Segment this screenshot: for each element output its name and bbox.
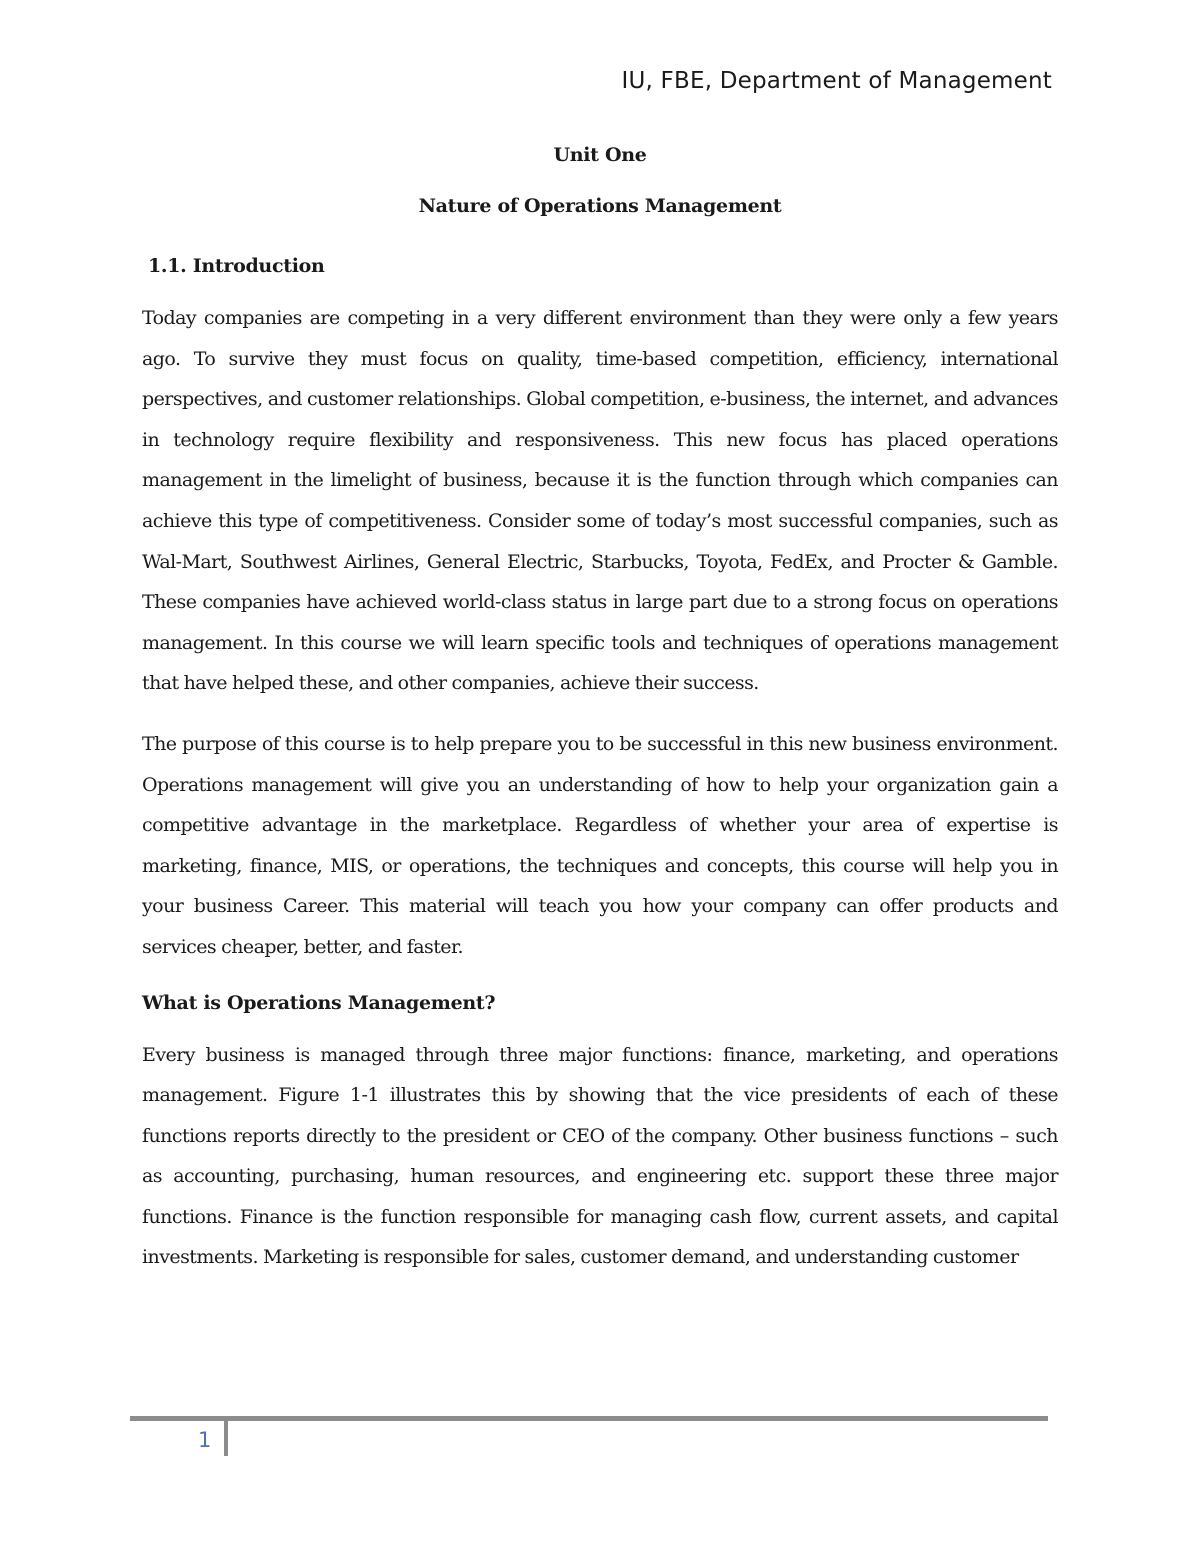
subheading-what-is-om: What is Operations Management? — [142, 991, 496, 1014]
paragraph-functions: Every business is managed through three major functions: finance, marketing, and operations management. Figure 1-1 illustrates this by showing that the vice presidents of each of these functions reports directly to the president or CEO of the company. Other business functions – such as accounting, purchasing, human resources, and engineering etc. support these three major functions. Finance is the function responsible for managing cash flow, current assets, and capital investments. Marketing is responsible for sales, customer demand, and understanding customer — [142, 1043, 1058, 1269]
paragraph-intro: Today companies are competing in a very different environment than they were only a few years ago. To survive they must focus on quality, time-based competition, efficiency, international perspectives, and customer relationships. Global competition, e-business, the internet, and advances in technology require flexibility and responsiveness. This new focus has placed operations management in the limelight of business, because it is the function through which companies can achieve this type of competitiveness. Consider some of today’s most successful companies, such as Wal-Mart, Southwest Airlines, General Electric, Starbucks, Toyota, FedEx, and Procter & Gamble. These companies have achieved world-class status in large part due to a strong focus on operations management. In this course we will learn specific tools and techniques of operations management that have helped these, and other companies, achieve their success. — [142, 307, 1058, 695]
page-number: 1 — [198, 1428, 212, 1452]
page-header: IU, FBE, Department of Management — [621, 68, 1052, 94]
section-heading: 1.1. Introduction — [148, 255, 325, 277]
chapter-title: Nature of Operations Management — [418, 195, 782, 217]
paragraph-purpose: The purpose of this course is to help prepare you to be successful in this new business environment. Operations management will give you an understanding of how to help your organization gain a competitive advantage in the marketplace. Regardless of whether your area of expertise is marketing, finance, MIS, or operations, the techniques and concepts, this course will help you in your business Career. This material will teach you how your company can offer products and services cheaper, better, and faster. — [142, 732, 1058, 958]
footer-rule — [130, 1416, 1048, 1421]
document-body — [142, 140, 1058, 1278]
footer-divider — [224, 1421, 228, 1456]
unit-title: Unit One — [553, 144, 647, 166]
